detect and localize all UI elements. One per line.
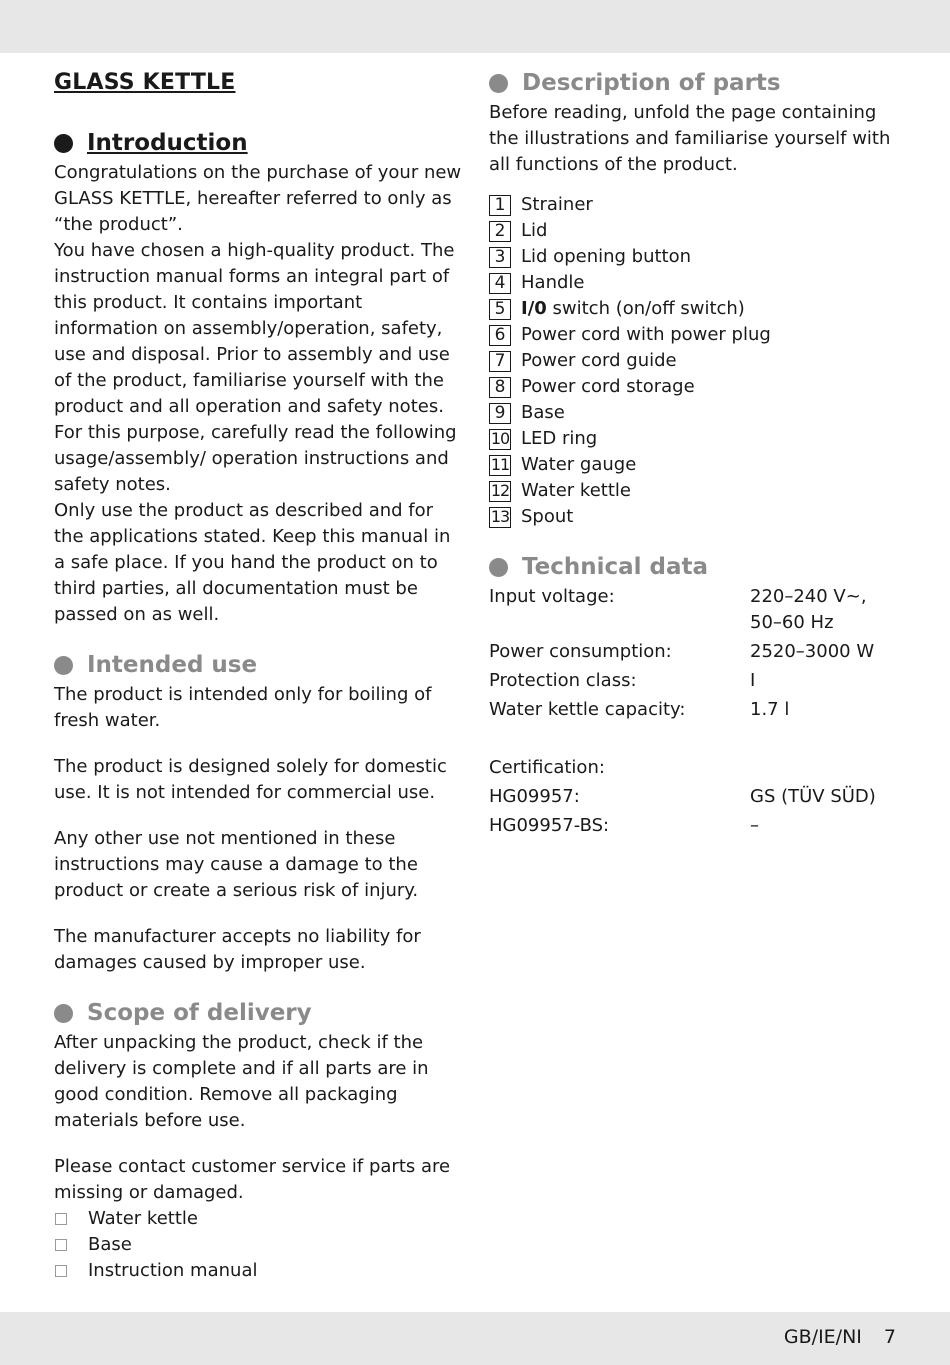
tech-value: 1.7 l	[750, 699, 790, 720]
intended-use-paragraph: The product is intended only for boiling of fresh water.	[54, 684, 432, 731]
tech-row	[489, 668, 894, 694]
certification-label: Certification:	[489, 757, 605, 778]
list-item	[489, 322, 894, 348]
tech-row	[489, 755, 894, 781]
intro-paragraph: Congratulations on the purchase of your new GLASS KETTLE, hereafter referred to only as “the product”.	[54, 162, 462, 235]
part-label: Handle	[521, 272, 585, 293]
page-number: 7	[883, 1326, 896, 1348]
parts-list	[489, 192, 894, 530]
part-number-box: 8	[489, 377, 511, 398]
checkbox-icon	[55, 1213, 67, 1225]
document-title: GLASS KETTLE	[54, 70, 236, 95]
tech-label: Power consumption:	[489, 641, 672, 662]
list-item	[489, 504, 894, 530]
tech-label: Input voltage:	[489, 586, 615, 607]
part-number-box: 3	[489, 247, 511, 268]
part-label: Power cord with power plug	[521, 324, 771, 345]
part-number-box: 11	[490, 455, 510, 474]
tech-value: 2520–3000 W	[750, 641, 875, 662]
bullet-dot-icon	[54, 134, 73, 153]
bullet-dot-icon	[54, 656, 73, 675]
list-item	[54, 1232, 464, 1258]
list-item	[54, 1258, 464, 1284]
parts-heading-text: Description of parts	[522, 70, 781, 96]
checklist-item-label: Base	[88, 1234, 132, 1255]
list-item	[489, 374, 894, 400]
part-label: Power cord guide	[521, 350, 677, 371]
scope-paragraph: After unpacking the product, check if the delivery is complete and if all parts are in good condition. Remove all packaging materials before use.	[54, 1032, 429, 1131]
intended-use-paragraph: The manufacturer accepts no liability for damages caused by improper use.	[54, 926, 421, 973]
list-item	[489, 426, 894, 452]
bullet-dot-icon	[489, 558, 508, 577]
part-number-box: 13	[490, 507, 510, 526]
intended-use-heading	[54, 648, 464, 682]
tech-row	[489, 813, 894, 839]
checklist-item-label: Water kettle	[88, 1208, 198, 1229]
part-label: Water gauge	[521, 454, 637, 475]
part-number-box: 4	[489, 273, 511, 294]
part-label: Strainer	[521, 194, 593, 215]
checkbox-icon	[55, 1265, 67, 1277]
part-label: Water kettle	[521, 480, 631, 501]
part-label: Base	[521, 402, 565, 423]
tech-value-line: 220–240 V~,	[750, 586, 867, 607]
part-label-bold: I/0	[521, 298, 547, 319]
list-item	[489, 452, 894, 478]
part-label: switch (on/off switch)	[546, 298, 745, 319]
tech-row	[489, 639, 894, 665]
intro-paragraph: Only use the product as described and for the applications stated. Keep this manual in a safe place. If you hand the product on to third parties, all documentation must be passed on as well.	[54, 500, 451, 625]
introduction-heading	[54, 126, 464, 160]
part-label: Power cord storage	[521, 376, 695, 397]
bullet-dot-icon	[489, 74, 508, 93]
part-label: Lid opening button	[521, 246, 692, 267]
delivery-checklist	[54, 1206, 464, 1284]
scope-paragraph: Please contact customer service if parts are missing or damaged.	[54, 1156, 451, 1203]
list-item	[489, 270, 894, 296]
list-item	[489, 244, 894, 270]
tech-row	[489, 697, 894, 723]
scope-heading-text: Scope of delivery	[87, 1000, 312, 1026]
part-number-box: 12	[490, 481, 510, 500]
tech-value: GS (TÜV SÜD)	[750, 786, 876, 807]
tech-value: I	[750, 670, 756, 691]
tech-row	[489, 784, 894, 810]
intended-use-paragraph: The product is designed solely for domestic use. It is not intended for commercial use.	[54, 756, 447, 803]
list-item	[54, 1206, 464, 1232]
part-number-box: 5	[489, 299, 511, 320]
tech-value-line: 50–60 Hz	[750, 612, 834, 633]
list-item	[489, 400, 894, 426]
part-number-box: 1	[489, 195, 511, 216]
tech-row	[489, 584, 894, 636]
left-column	[54, 66, 464, 1284]
tech-heading-text: Technical data	[522, 554, 709, 580]
part-label: Spout	[521, 506, 574, 527]
description-of-parts-heading	[489, 66, 894, 100]
scope-of-delivery-heading	[54, 996, 464, 1030]
bullet-dot-icon	[54, 1004, 73, 1023]
tech-label: Water kettle capacity:	[489, 699, 686, 720]
part-number-box: 9	[489, 403, 511, 424]
list-item	[489, 478, 894, 504]
tech-value: –	[750, 815, 759, 836]
tech-label: HG09957-BS:	[489, 815, 610, 836]
tech-label: Protection class:	[489, 670, 637, 691]
right-column	[489, 66, 894, 842]
footer-region: GB/IE/NI	[783, 1326, 862, 1348]
technical-data-heading	[489, 550, 894, 584]
part-number-box: 10	[490, 429, 510, 448]
top-band	[0, 0, 950, 53]
part-number-box: 6	[489, 325, 511, 346]
list-item	[489, 296, 894, 322]
part-label: Lid	[521, 220, 548, 241]
parts-intro: Before reading, unfold the page containing the illustrations and familiarise yourself with all functions of the product.	[489, 102, 891, 175]
intended-use-heading-text: Intended use	[87, 652, 258, 678]
page-footer	[784, 1326, 896, 1348]
part-label: LED ring	[521, 428, 598, 449]
tech-value	[750, 584, 894, 636]
list-item	[489, 218, 894, 244]
part-number-box: 2	[489, 221, 511, 242]
checkbox-icon	[55, 1239, 67, 1251]
list-item	[489, 348, 894, 374]
intro-paragraph: You have chosen a high-quality product. The instruction manual forms an integral part of this product. It contains important information on assembly/operation, safety, use and disposal. Prior to assembly and use of the product, familiarise yourself with the product and all operation and safety notes. For this purpose, carefully read the following usage/assembly/ operation instructions and safety notes.	[54, 240, 457, 495]
tech-label: HG09957:	[489, 786, 580, 807]
introduction-heading-text: Introduction	[87, 130, 248, 156]
checklist-item-label: Instruction manual	[88, 1260, 258, 1281]
list-item	[489, 192, 894, 218]
part-number-box: 7	[489, 351, 511, 372]
intended-use-paragraph: Any other use not mentioned in these instructions may cause a damage to the product or create a serious risk of injury.	[54, 828, 419, 901]
